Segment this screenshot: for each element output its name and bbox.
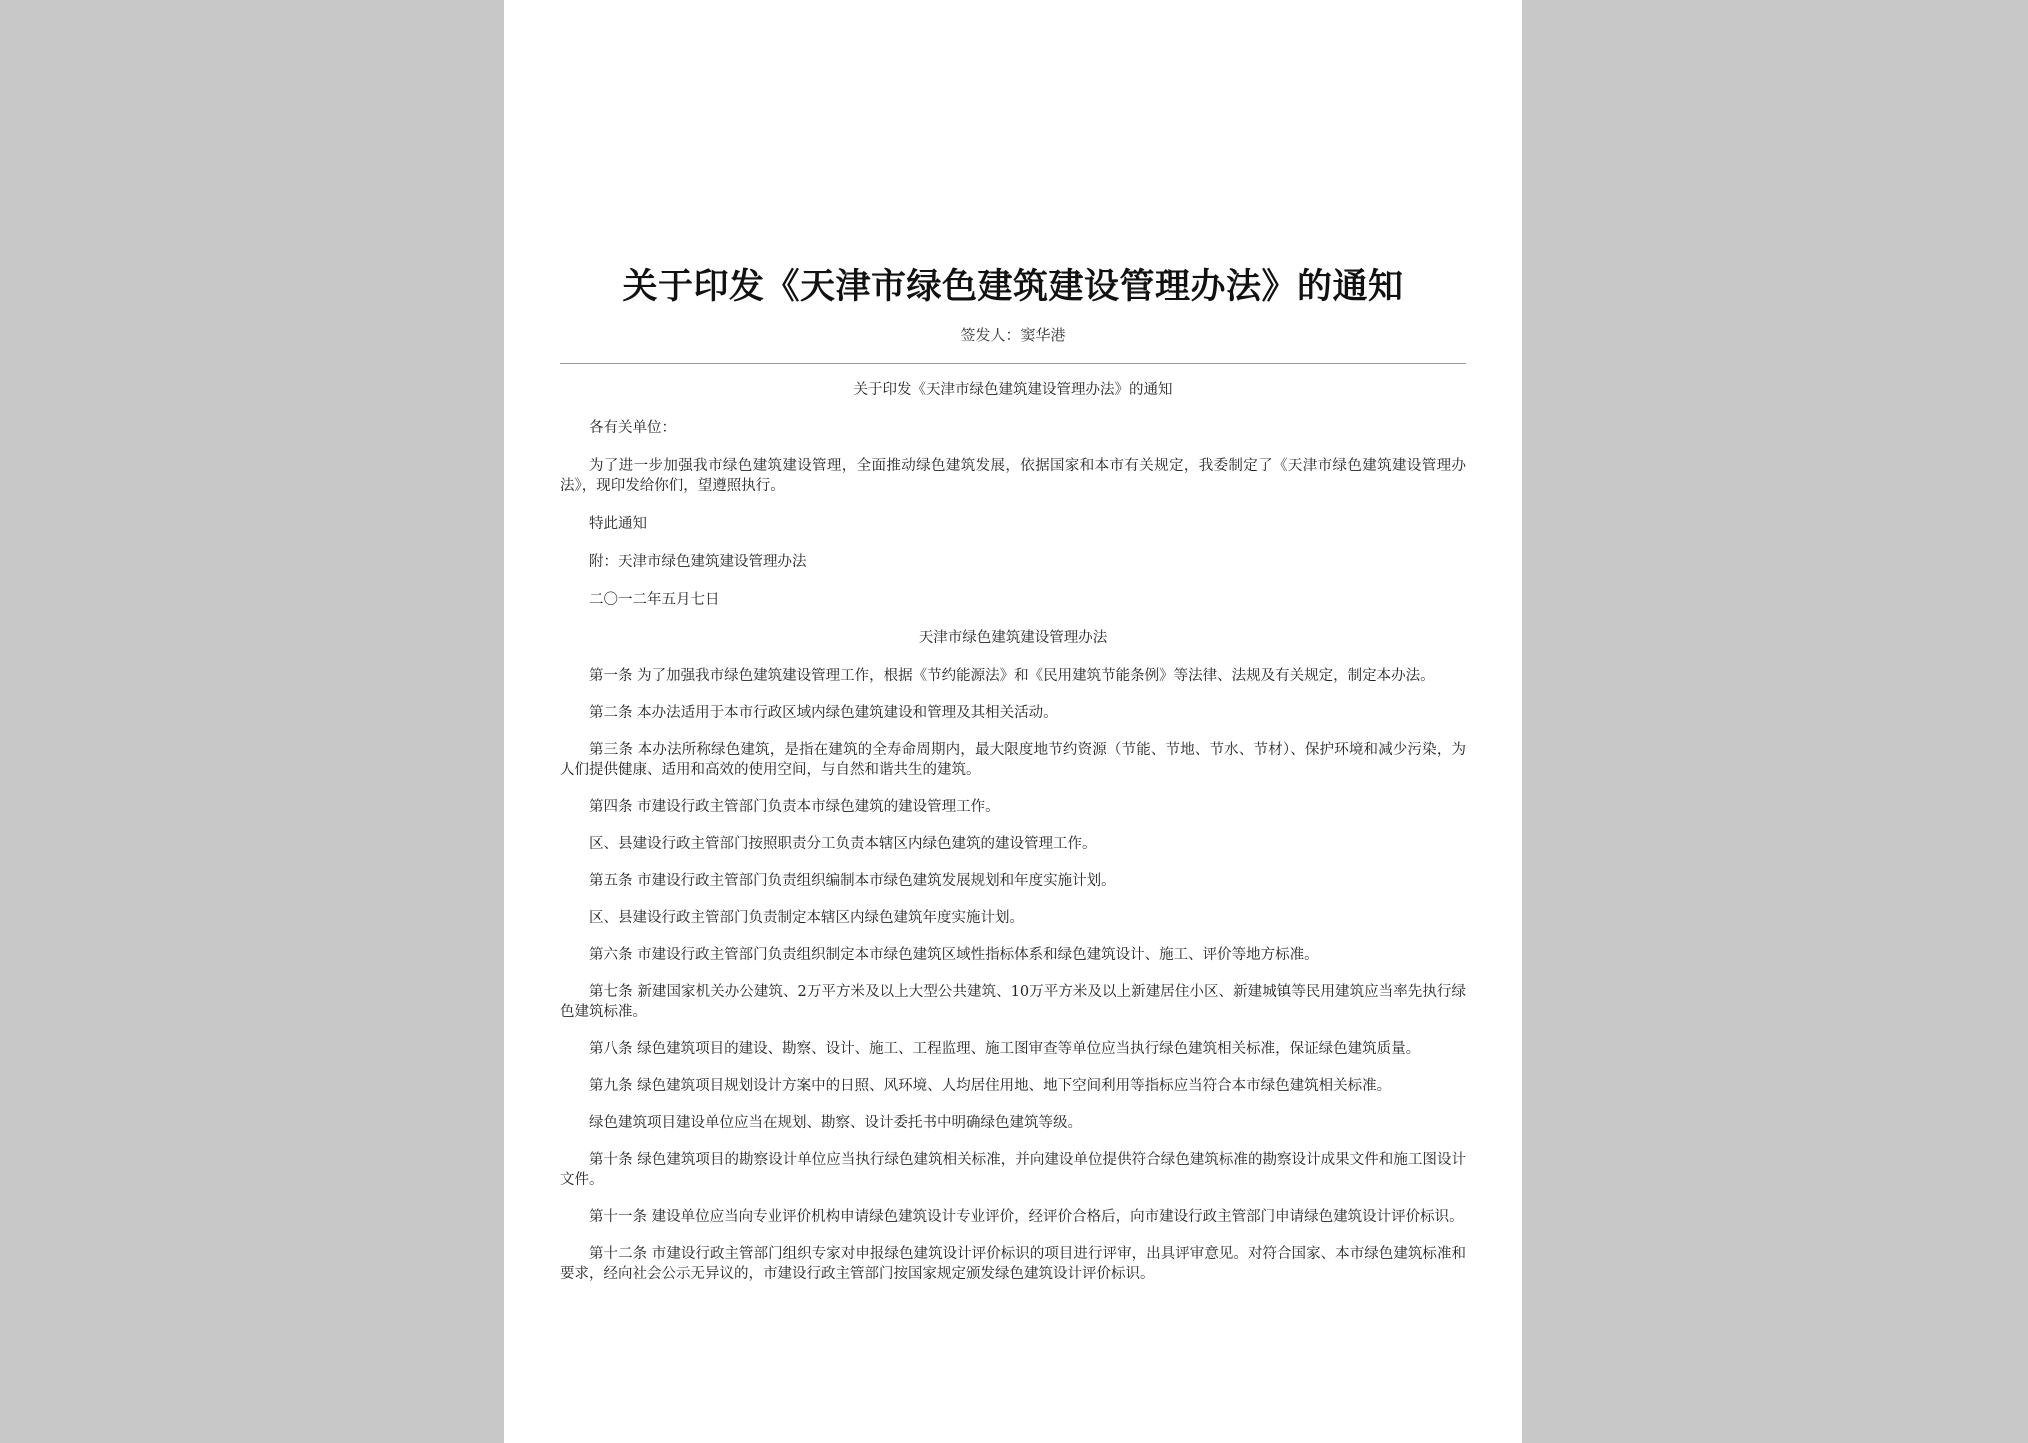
title-divider bbox=[560, 363, 1466, 364]
issue-date: 二〇一二年五月七日 bbox=[589, 592, 720, 608]
document-body bbox=[560, 380, 1466, 1301]
article-12: 第十二条 市建设行政主管部门组织专家对申报绿色建筑设计评价标识的项目进行评审，出具评审意见。对符合国家、本市绿色建筑标准和要求，经向社会公示无异议的，市建设行政主管部门按国家规定颁发绿色建筑设计评价标识。 bbox=[560, 1246, 1466, 1282]
salutation: 各有关单位： bbox=[589, 420, 676, 436]
measures-title: 天津市绿色建筑建设管理办法 bbox=[918, 630, 1108, 646]
article-8: 第八条 绿色建筑项目的建设、勘察、设计、施工、工程监理、施工图审查等单位应当执行绿色建筑相关标准，保证绿色建筑质量。 bbox=[589, 1041, 1421, 1057]
article-4-clause-2: 区、县建设行政主管部门按照职责分工负责本辖区内绿色建筑的建设管理工作。 bbox=[589, 836, 1097, 852]
notice-subtitle: 关于印发《天津市绿色建筑建设管理办法》的通知 bbox=[853, 382, 1173, 398]
article-1: 第一条 为了加强我市绿色建筑建设管理工作，根据《节约能源法》和《民用建筑节能条例》等法律、法规及有关规定，制定本办法。 bbox=[589, 668, 1435, 684]
article-11: 第十一条 建设单位应当向专业评价机构申请绿色建筑设计专业评价，经评价合格后，向市建设行政主管部门申请绿色建筑设计评价标识。 bbox=[589, 1209, 1464, 1225]
signer-line: 签发人：窦华港 bbox=[960, 326, 1066, 344]
article-2: 第二条 本办法适用于本市行政区域内绿色建筑建设和管理及其相关活动。 bbox=[589, 705, 1058, 721]
article-4: 第四条 市建设行政主管部门负责本市绿色建筑的建设管理工作。 bbox=[589, 799, 1000, 815]
article-6: 第六条 市建设行政主管部门负责组织制定本市绿色建筑区域性指标体系和绿色建筑设计、施工、评价等地方标准。 bbox=[589, 947, 1319, 963]
article-5-clause-2: 区、县建设行政主管部门负责制定本辖区内绿色建筑年度实施计划。 bbox=[589, 910, 1024, 926]
intro-paragraph: 为了进一步加强我市绿色建筑建设管理，全面推动绿色建筑发展，依据国家和本市有关规定，我委制定了《天津市绿色建筑建设管理办法》，现印发给你们，望遵照执行。 bbox=[560, 458, 1466, 494]
article-7: 第七条 新建国家机关办公建筑、2万平方米及以上大型公共建筑、10万平方米及以上新建居住小区、新建城镇等民用建筑应当率先执行绿色建筑标准。 bbox=[560, 984, 1466, 1020]
article-9-clause-2: 绿色建筑项目建设单位应当在规划、勘察、设计委托书中明确绿色建筑等级。 bbox=[589, 1115, 1082, 1131]
article-9: 第九条 绿色建筑项目规划设计方案中的日照、风环境、人均居住用地、地下空间利用等指标应当符合本市绿色建筑相关标准。 bbox=[589, 1078, 1392, 1094]
closing-line: 特此通知 bbox=[589, 516, 647, 532]
document-page bbox=[504, 0, 1522, 1443]
attachment-line: 附：天津市绿色建筑建设管理办法 bbox=[589, 554, 807, 570]
article-10: 第十条 绿色建筑项目的勘察设计单位应当执行绿色建筑相关标准，并向建设单位提供符合绿色建筑标准的勘察设计成果文件和施工图设计文件。 bbox=[560, 1152, 1466, 1188]
article-5: 第五条 市建设行政主管部门负责组织编制本市绿色建筑发展规划和年度实施计划。 bbox=[589, 873, 1116, 889]
article-3: 第三条 本办法所称绿色建筑，是指在建筑的全寿命周期内，最大限度地节约资源（节能、节地、节水、节材）、保护环境和减少污染，为人们提供健康、适用和高效的使用空间，与自然和谐共生的建筑。 bbox=[560, 742, 1466, 778]
document-title: 关于印发《天津市绿色建筑建设管理办法》的通知 bbox=[622, 266, 1404, 307]
